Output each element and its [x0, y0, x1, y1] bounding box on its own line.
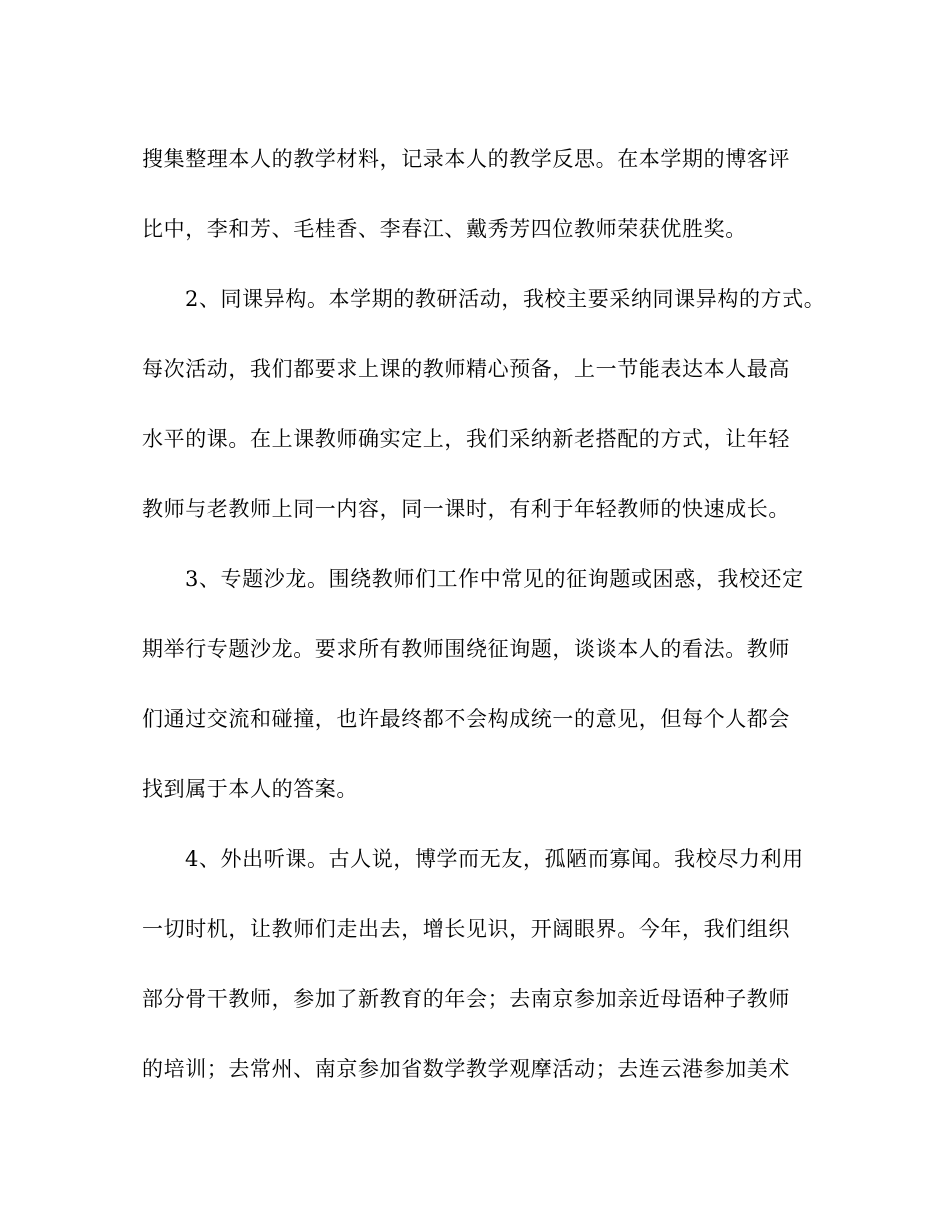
- text-line: 教师与老教师上同一内容，同一课时，有利于年轻教师的快速成长。: [142, 497, 790, 521]
- text-line: 期举行专题沙龙。要求所有教师围绕征询题，谈谈本人的看法。教师: [142, 637, 790, 661]
- text-line: 每次活动，我们都要求上课的教师精心预备，上一节能表达本人最高: [142, 357, 790, 381]
- text-line: 的培训；去常州、南京参加省数学教学观摩活动；去连云港参加美术: [142, 1057, 790, 1081]
- text-line: 一切时机，让教师们走出去，增长见识，开阔眼界。今年，我们组织: [142, 917, 790, 941]
- paragraph-start-line: 4、外出听课。古人说，博学而无友，孤陋而寡闻。我校尽力利用: [185, 847, 804, 871]
- text-line: 搜集整理本人的教学材料，记录本人的教学反思。在本学期的博客评: [142, 147, 790, 171]
- text-line: 找到属于本人的答案。: [142, 777, 358, 801]
- paragraph-start-line: 2、同课异构。本学期的教研活动，我校主要采纳同课异构的方式。: [185, 287, 826, 311]
- text-line: 比中，李和芳、毛桂香、李春江、戴秀芳四位教师荣获优胜奖。: [142, 217, 747, 241]
- text-line: 水平的课。在上课教师确实定上，我们采纳新老搭配的方式，让年轻: [142, 427, 790, 451]
- text-line: 部分骨干教师，参加了新教育的年会；去南京参加亲近母语种子教师: [142, 987, 790, 1011]
- paragraph-start-line: 3、专题沙龙。围绕教师们工作中常见的征询题或困惑，我校还定: [185, 567, 804, 591]
- text-line: 们通过交流和碰撞，也许最终都不会构成统一的意见，但每个人都会: [142, 707, 790, 731]
